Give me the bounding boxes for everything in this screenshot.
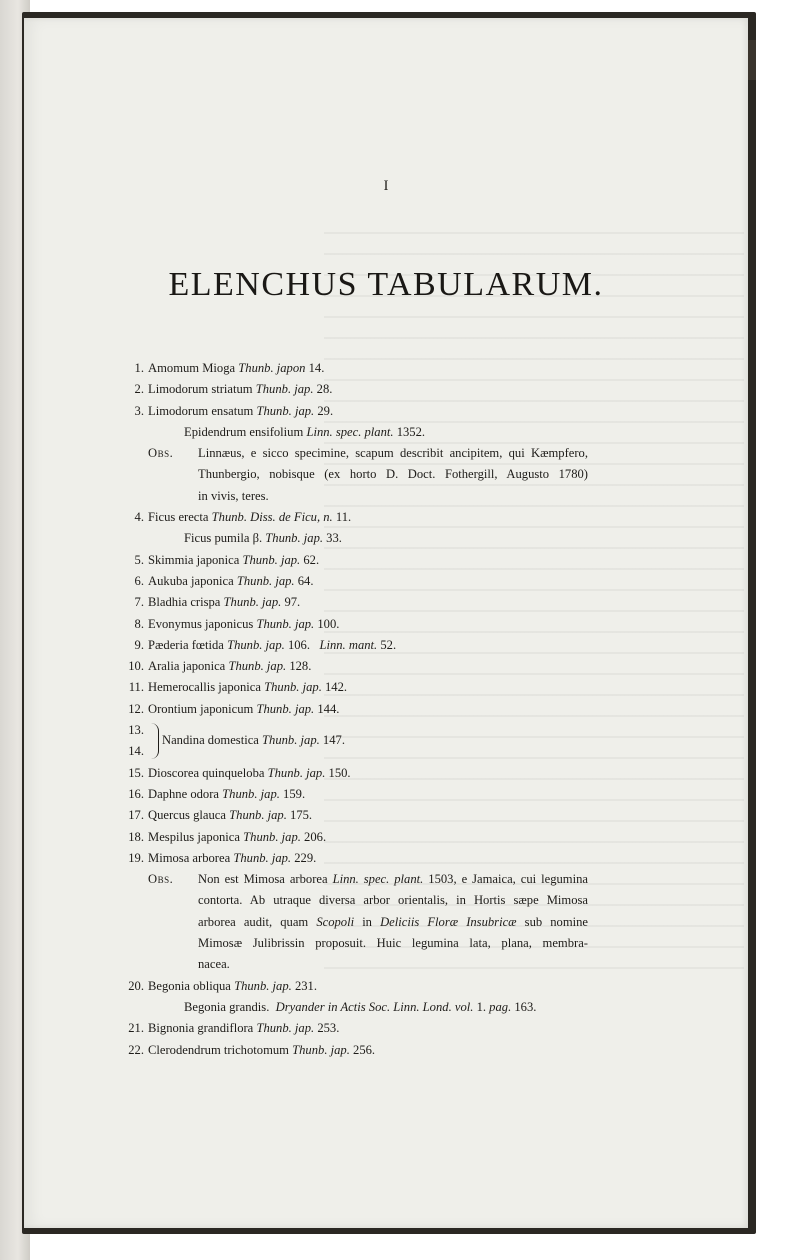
item-page: 231.: [294, 978, 317, 993]
item-number: 20.: [128, 978, 144, 993]
item-name: Hemerocallis japonica: [148, 680, 261, 695]
item-reference: Thunb. jap.: [242, 552, 301, 567]
item-page-2: 52.: [380, 637, 397, 652]
item-reference: Thunb. jap.: [233, 850, 292, 865]
item-page: 128.: [289, 659, 312, 674]
item-reference: Thunb. jap.: [267, 765, 326, 780]
list-item: [114, 401, 714, 422]
item-name: Clerodendrum trichotomum: [148, 1042, 289, 1057]
item-page: 253.: [317, 1021, 340, 1036]
list-item: [114, 805, 714, 826]
item-reference: Thunb. jap.: [256, 616, 315, 631]
obs-line: contorta. Ab utraque diversa arbor orientalis, in Hortis sæpe Mimosa: [198, 893, 588, 908]
item-number: 17.: [128, 808, 144, 823]
list-item: [114, 571, 714, 592]
item-number: 4.: [134, 510, 144, 525]
item-name: Pæderia fœtida: [148, 637, 224, 652]
item-name: Bladhia crispa: [148, 595, 221, 610]
item-number: 18.: [128, 829, 144, 844]
obs-line: Non est Mimosa arborea Linn. spec. plant. 1503, e Jamaica, cui legumina: [198, 872, 588, 887]
item-reference: Thunb. jap.: [243, 829, 301, 844]
item-reference: Thunb. jap.: [255, 382, 314, 397]
list-item: [114, 379, 714, 400]
brace-bracket: [150, 723, 159, 759]
synonym-name: Epidendrum ensifolium: [184, 424, 304, 439]
list-item: [114, 507, 714, 528]
item-number: 3.: [134, 403, 144, 418]
item-number: 14.: [128, 744, 144, 759]
item-number: 19.: [128, 850, 144, 865]
obs-label: Obs.: [148, 872, 174, 887]
item-reference: Thunb. jap.: [264, 680, 322, 695]
item-name: Limodorum ensatum: [148, 403, 254, 418]
item-name: Begonia obliqua: [148, 978, 231, 993]
item-page: 229.: [294, 850, 317, 865]
item-reference: Thunb. jap.: [227, 637, 285, 652]
synonym-line: [114, 422, 714, 443]
synonym-name: Begonia grandis.: [184, 999, 270, 1014]
item-page: 256.: [353, 1042, 376, 1057]
list-item: [114, 677, 714, 698]
item-name: Daphne odora: [148, 786, 219, 801]
list-item: [114, 1040, 714, 1061]
list-item: [114, 358, 714, 379]
item-number: 13.: [128, 723, 144, 738]
item-name: Aukuba japonica: [148, 573, 234, 588]
obs-line: Linnæus, e sicco specimine, scapum describit ancipitem, qui Kæmpfero,: [198, 446, 588, 461]
item-name: Amomum Mioga: [148, 361, 236, 375]
item-number: 2.: [134, 382, 144, 397]
obs-line: arborea audit, quam Scopoli in Deliciis Floræ Insubricæ sub nomine: [198, 914, 589, 929]
synonym-reference: Thunb. jap.: [265, 531, 324, 546]
list-item: [114, 699, 714, 720]
item-number: 11.: [128, 680, 144, 695]
item-number: 15.: [128, 765, 144, 780]
item-reference: Thunb. jap.: [236, 573, 295, 588]
item-name: Mimosa arborea: [148, 850, 231, 865]
synonym-page: 33.: [326, 531, 342, 546]
item-reference: Thunb. jap.: [256, 1021, 315, 1036]
item-number: 8.: [134, 616, 144, 631]
item-number: 10.: [128, 659, 144, 674]
list-item: [114, 592, 714, 613]
item-reference: Thunb. jap.: [262, 733, 320, 748]
item-page: 206.: [304, 829, 327, 844]
list-item: [114, 635, 714, 656]
item-name: Limodorum striatum: [148, 382, 253, 397]
list-item: [114, 763, 714, 784]
obs-line: Thunbergio, nobisque (ex horto D. Doct. Fothergill, Augusto 1780): [198, 467, 588, 482]
list-item: [114, 848, 714, 869]
observation-note: [114, 869, 714, 975]
item-page: 29.: [317, 403, 334, 418]
list-item: [114, 784, 714, 805]
synonym-reference: Linn. spec. plant.: [306, 424, 394, 439]
item-page: 11.: [335, 510, 352, 525]
item-name: Skimmia japonica: [148, 552, 240, 567]
item-reference: Thunb. jap.: [229, 808, 287, 823]
obs-line: nacea.: [198, 957, 230, 972]
synonym-reference: Dryander in Actis Soc. Linn. Lond. vol.: [275, 999, 474, 1014]
item-page: 28.: [316, 382, 333, 397]
item-page: 106.: [287, 637, 310, 652]
item-number: 9.: [134, 637, 144, 652]
synonym-name: Ficus pumila β.: [184, 531, 263, 546]
item-name: Dioscorea quinqueloba: [148, 765, 265, 780]
item-reference: Thunb. jap.: [228, 659, 287, 674]
item-page: 175.: [290, 808, 313, 823]
item-reference: Thunb. Diss. de Ficu, n.: [211, 510, 333, 525]
item-page: 64.: [297, 573, 314, 588]
item-page: 142.: [325, 680, 348, 695]
item-number: 21.: [128, 1021, 144, 1036]
list-item: [114, 614, 714, 635]
book-page: [24, 18, 748, 1228]
list-item: [114, 550, 714, 571]
item-name: Nandina domestica: [162, 733, 259, 748]
synonym-page: 1352.: [396, 424, 426, 439]
item-page: 144.: [317, 701, 340, 716]
item-page: 62.: [303, 552, 320, 567]
item-number: 6.: [134, 573, 144, 588]
item-page: 159.: [283, 786, 306, 801]
item-page: 150.: [328, 765, 351, 780]
item-name: Mespilus japonica: [148, 829, 240, 844]
item-number: 7.: [134, 595, 144, 610]
synonym-line: [114, 528, 714, 549]
item-name: Evonymus japonicus: [148, 616, 254, 631]
list-item: [114, 976, 714, 997]
list-item: [114, 1018, 714, 1039]
item-page: 97.: [284, 595, 301, 610]
page-title: ELENCHUS TABULARUM.: [168, 266, 604, 303]
item-name: Orontium japonicum: [148, 701, 254, 716]
item-page: 14.: [308, 361, 325, 375]
list-item: [114, 827, 714, 848]
observation-note: [114, 443, 714, 507]
obs-line: Mimosæ Julibrissin proposuit. Huic legumina lata, plana, membra-: [198, 936, 588, 951]
item-page: 147.: [322, 733, 345, 748]
list-item: [114, 656, 714, 677]
item-reference: Thunb. jap.: [292, 1042, 350, 1057]
item-reference: Thunb. jap.: [256, 403, 315, 418]
bracketed-list-item: [114, 720, 714, 763]
item-name: Quercus glauca: [148, 808, 226, 823]
item-number: 22.: [128, 1042, 144, 1057]
item-reference: Thunb. japon: [238, 361, 306, 375]
page-number: I: [383, 178, 389, 194]
plate-list: [114, 358, 714, 1061]
item-name: Ficus erecta: [148, 510, 209, 525]
item-number: 12.: [128, 701, 144, 716]
item-reference: Thunb. jap.: [234, 978, 292, 993]
item-name: Bignonia grandiflora: [148, 1021, 254, 1036]
item-reference: Thunb. jap.: [223, 595, 282, 610]
obs-line: in vivis, teres.: [198, 488, 269, 503]
item-number: 5.: [134, 552, 144, 567]
item-reference-2: Linn. mant.: [319, 637, 378, 652]
obs-label: Obs.: [148, 446, 174, 461]
item-name: Aralia japonica: [148, 659, 226, 674]
item-reference: Thunb. jap.: [256, 701, 315, 716]
item-number: 1.: [134, 361, 144, 375]
synonym-page: 163.: [514, 999, 537, 1014]
item-page: 100.: [317, 616, 340, 631]
synonym-line: Begonia grandis. Dryander in Actis Soc. Linn. Lond. vol. 1. pag. 163.: [184, 999, 537, 1014]
item-number: 16.: [128, 786, 144, 801]
item-reference: Thunb. jap.: [222, 786, 280, 801]
